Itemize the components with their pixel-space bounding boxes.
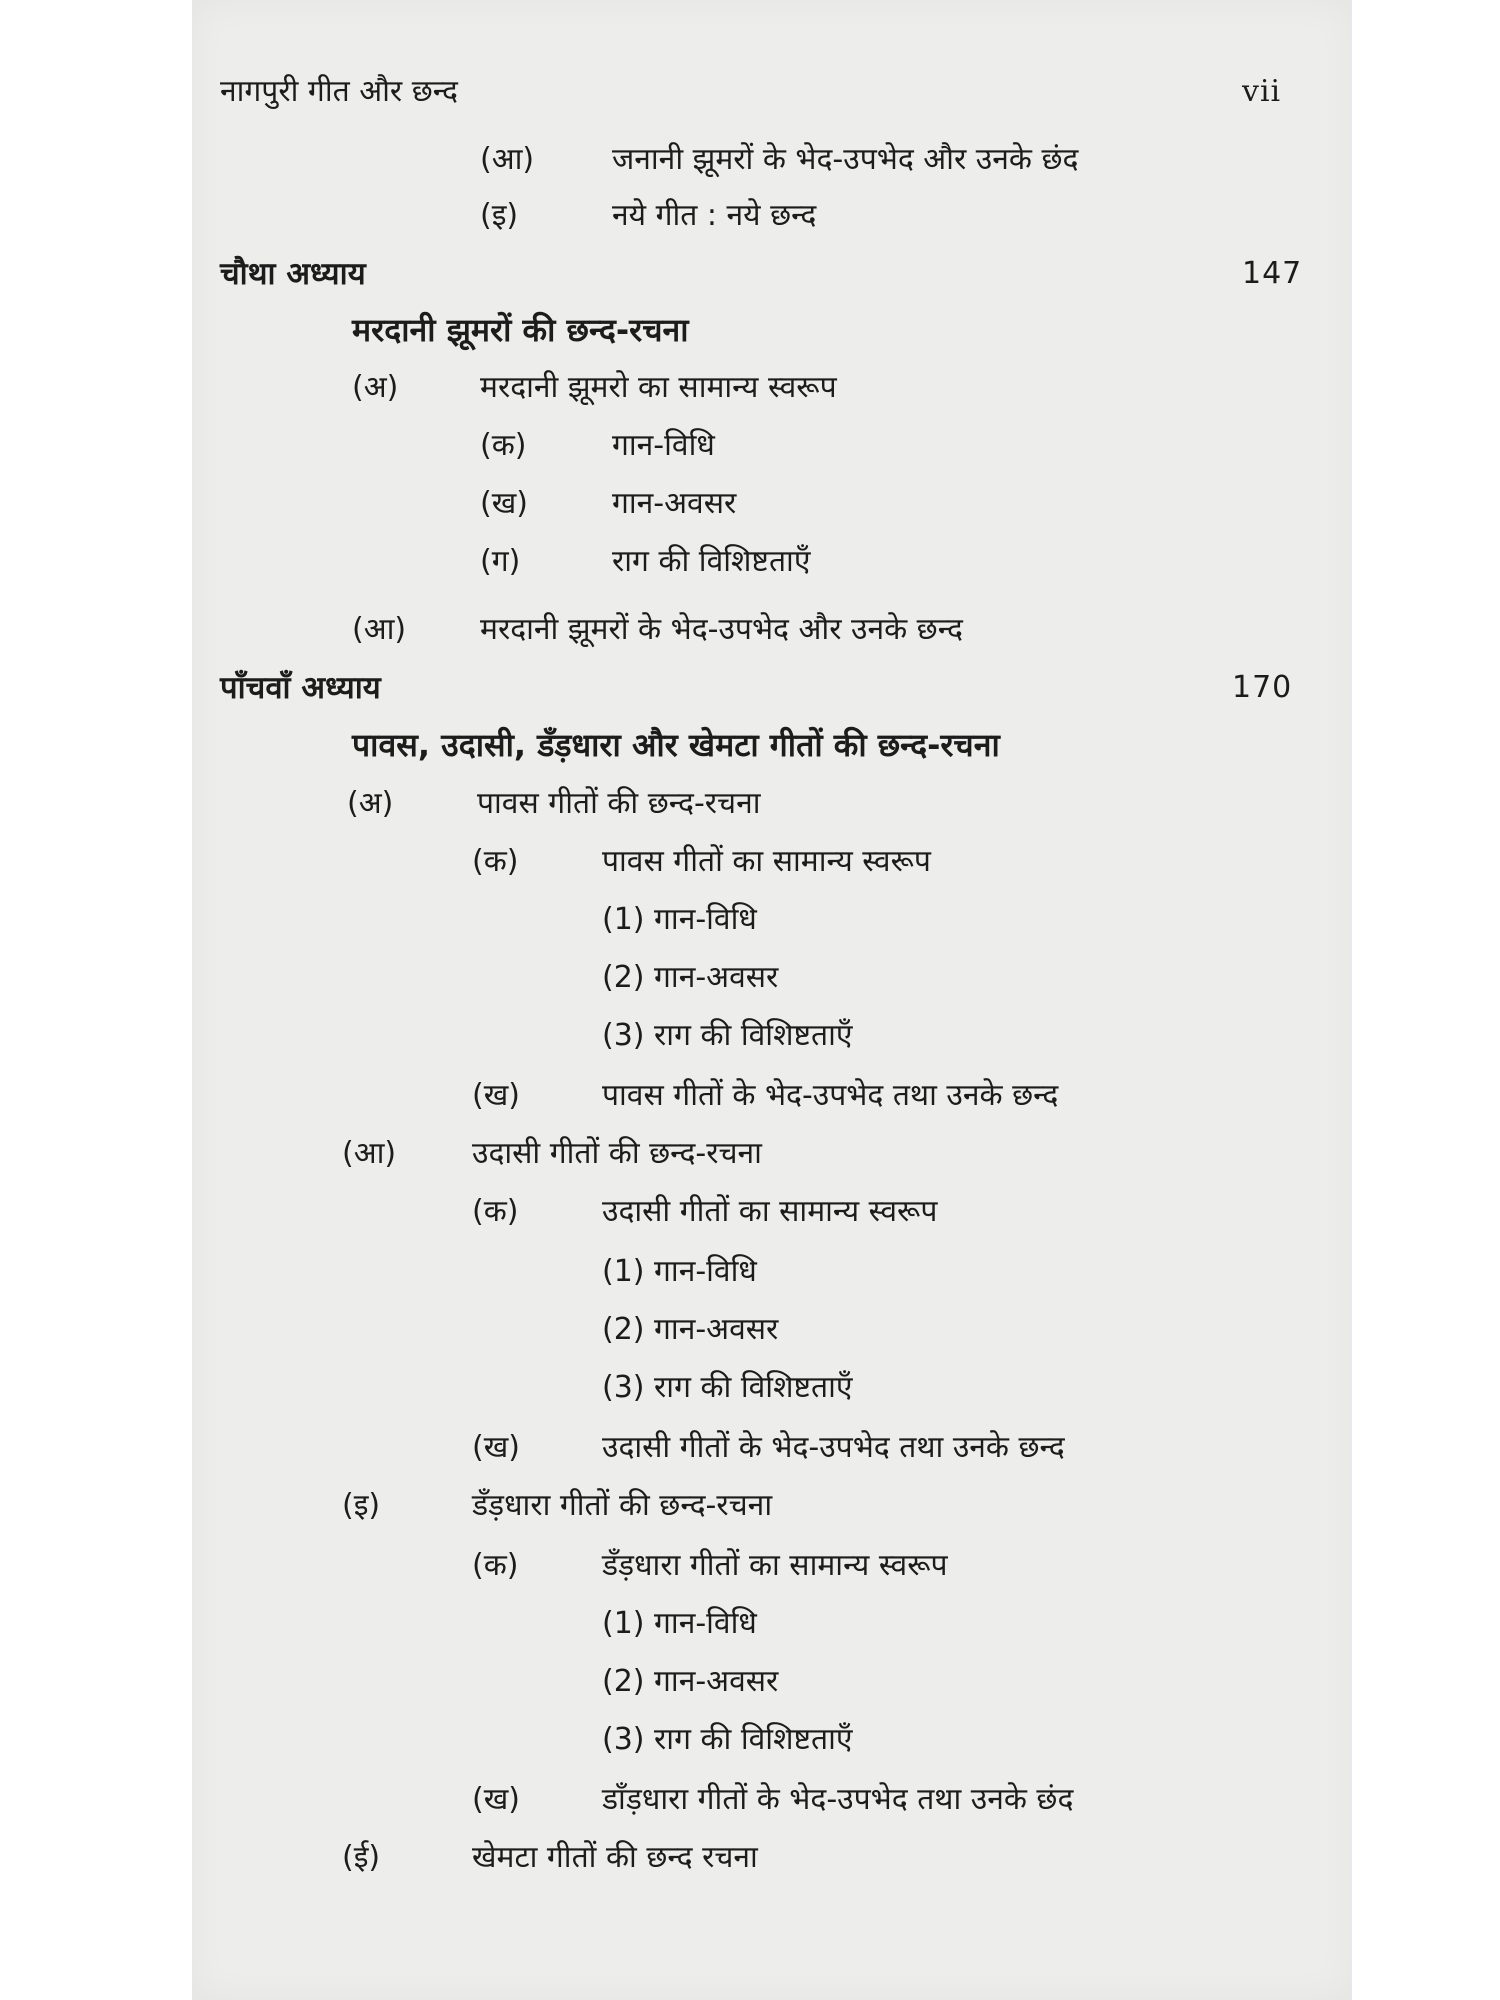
toc-entry: जनानी झूमरों के भेद-उपभेद और उनके छंद [612,142,1079,177]
toc-subentry: (1) गान-विधि [602,1254,757,1289]
toc-entry: उदासी गीतों की छन्द-रचना [472,1136,762,1171]
toc-entry: पावस गीतों की छन्द-रचना [477,786,761,821]
chapter-title: पावस, उदासी, डँड़धारा और खेमटा गीतों की छन्द-रचना [352,726,1000,764]
toc-entry: गान-विधि [612,428,715,463]
chapter-heading: पाँचवाँ अध्याय [220,670,381,706]
toc-marker: (ग) [480,544,521,579]
toc-subentry: (3) राग की विशिष्टताएँ [602,1722,853,1757]
toc-marker: (क) [480,428,527,463]
chapter-page-number: 170 [1232,670,1293,705]
chapter-page-number: 147 [1242,256,1303,291]
toc-subentry: (3) राग की विशिष्टताएँ [602,1018,853,1053]
book-page [192,0,1352,2000]
toc-entry: गान-अवसर [612,486,737,521]
toc-entry: मरदानी झूमरो का सामान्य स्वरूप [480,370,837,405]
page-number: vii [1242,74,1282,109]
toc-marker: (ख) [472,1782,520,1817]
toc-entry: मरदानी झूमरों के भेद-उपभेद और उनके छन्द [480,612,963,647]
chapter-heading: चौथा अध्याय [220,256,366,292]
toc-subentry: (2) गान-अवसर [602,960,779,995]
running-title: नागपुरी गीत और छन्द [220,74,458,109]
toc-subentry: (2) गान-अवसर [602,1664,779,1699]
toc-marker: (आ) [342,1136,397,1171]
toc-marker: (अ) [352,370,399,405]
toc-entry: राग की विशिष्टताएँ [612,544,811,579]
toc-entry: डँड़धारा गीतों का सामान्य स्वरूप [602,1548,948,1583]
toc-subentry: (1) गान-विधि [602,902,757,937]
toc-entry: पावस गीतों का सामान्य स्वरूप [602,844,931,879]
chapter-title: मरदानी झूमरों की छन्द-रचना [352,311,689,349]
toc-marker: (आ) [480,142,535,177]
toc-marker: (क) [472,1194,519,1229]
toc-subentry: (3) राग की विशिष्टताएँ [602,1370,853,1405]
toc-marker: (क) [472,1548,519,1583]
toc-marker: (अ) [347,786,394,821]
toc-marker: (ख) [480,486,528,521]
toc-entry: डँड़धारा गीतों की छन्द-रचना [472,1488,773,1523]
toc-subentry: (2) गान-अवसर [602,1312,779,1347]
toc-entry: खेमटा गीतों की छन्द रचना [472,1840,758,1875]
toc-marker: (आ) [352,612,407,647]
toc-entry: नये गीत : नये छन्द [612,198,817,233]
toc-marker: (इ) [342,1488,381,1523]
toc-entry: उदासी गीतों के भेद-उपभेद तथा उनके छन्द [602,1430,1065,1465]
toc-entry: डाँड़धारा गीतों के भेद-उपभेद तथा उनके छंद [602,1782,1074,1817]
toc-entry: पावस गीतों के भेद-उपभेद तथा उनके छन्द [602,1078,1059,1113]
toc-marker: (ई) [342,1840,381,1875]
toc-marker: (इ) [480,198,519,233]
toc-entry: उदासी गीतों का सामान्य स्वरूप [602,1194,938,1229]
toc-marker: (ख) [472,1078,520,1113]
toc-subentry: (1) गान-विधि [602,1606,757,1641]
toc-marker: (क) [472,844,519,879]
toc-marker: (ख) [472,1430,520,1465]
